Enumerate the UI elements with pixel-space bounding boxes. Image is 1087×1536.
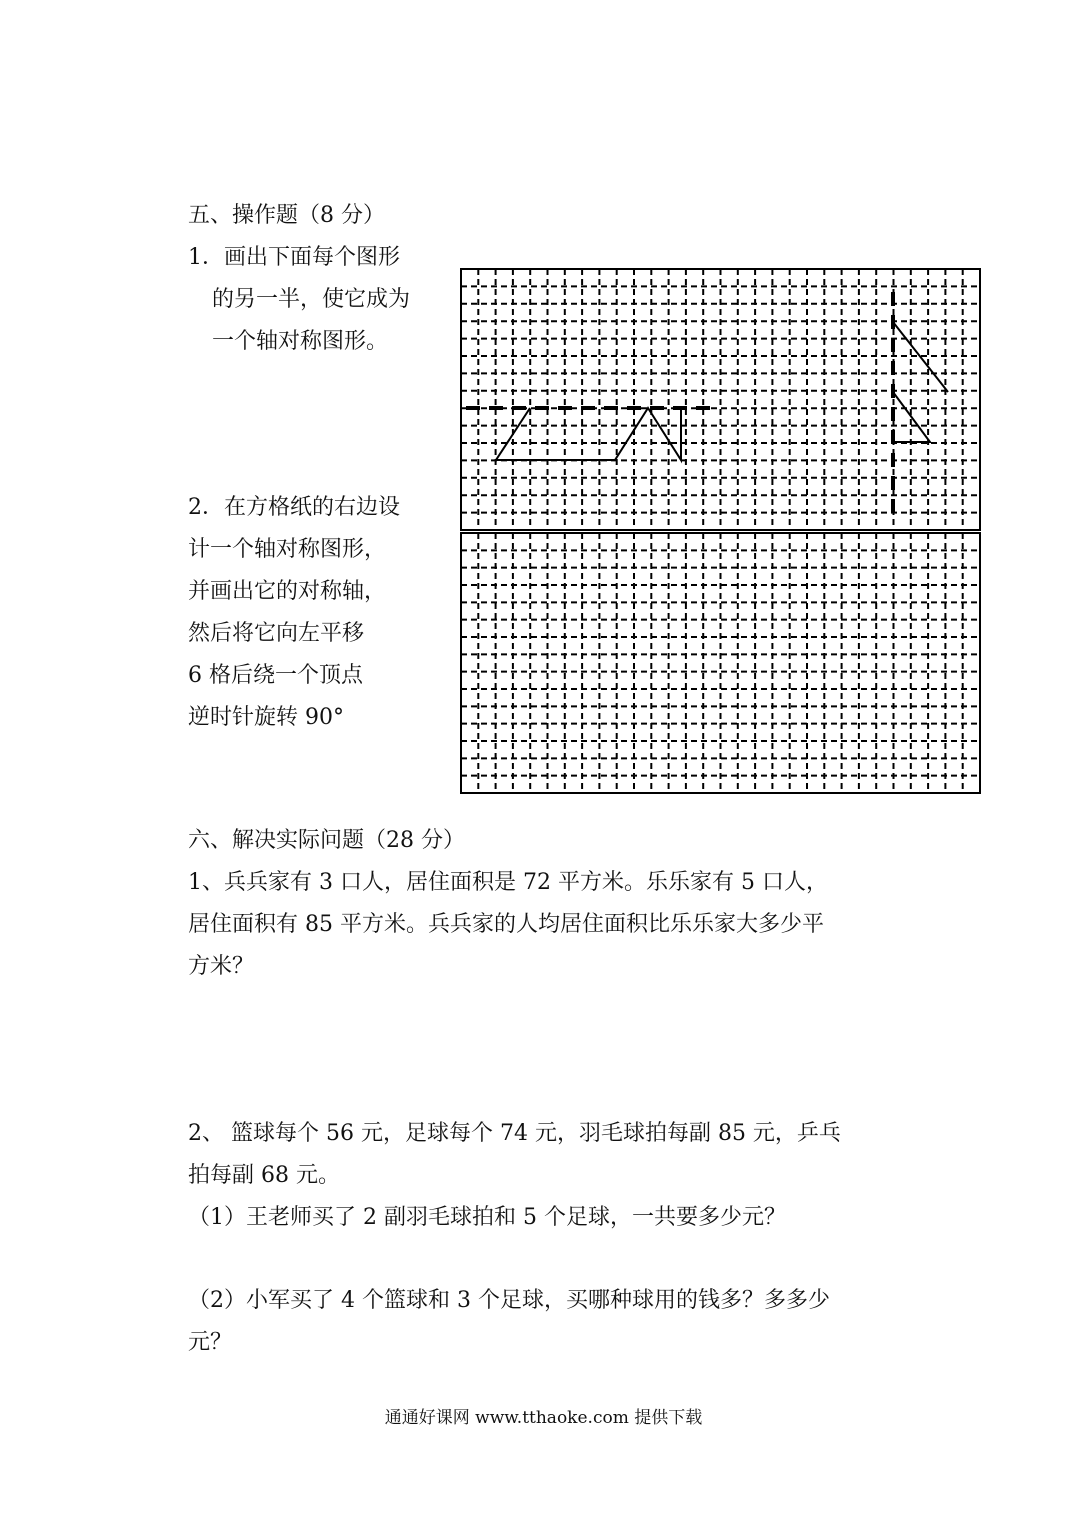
p2-sub2-line2: 元？: [188, 1330, 233, 1355]
p1-line3: 方米？: [188, 954, 255, 979]
p1-line2: 居住面积有 85 平方米。兵兵家的人均居住面积比乐乐家大多少平: [188, 912, 824, 937]
upper-grid: [461, 269, 980, 530]
q1-line1: 1．画出下面每个图形: [188, 245, 400, 270]
footer: 通通好课网 www.tthaoke.com 提供下载: [384, 1408, 703, 1428]
lower-grid: [461, 533, 980, 793]
p2-sub1: （1）王老师买了 2 副羽毛球拍和 5 个足球，一共要多少元？: [188, 1205, 786, 1230]
q2-line4: 然后将它向左平移: [188, 621, 365, 646]
q1-line2: 的另一半，使它成为: [212, 287, 411, 312]
q2-line3: 并画出它的对称轴，: [188, 579, 387, 604]
p1-line1: 1、兵兵家有 3 口人，居住面积是 72 平方米。乐乐家有 5 口人，: [188, 870, 828, 895]
p2-line2: 拍每副 68 元。: [188, 1163, 340, 1188]
section5-heading: 五、操作题（8 分）: [188, 203, 385, 228]
q2-line2: 计一个轴对称图形，: [188, 537, 387, 562]
trapezoid-half-shape: [496, 408, 681, 460]
q1-line3: 一个轴对称图形。: [212, 329, 389, 354]
q2-line1: 2．在方格纸的右边设: [188, 495, 400, 520]
q2-line5: 6 格后绕一个顶点: [188, 663, 363, 688]
section6-heading: 六、解决实际问题（28 分）: [188, 828, 465, 853]
p2-sub2-line1: （2）小军买了 4 个篮球和 3 个足球，买哪种球用的钱多？多多少: [188, 1288, 830, 1313]
q2-line6: 逆时针旋转 90°: [188, 705, 344, 730]
p2-line1: 2、 篮球每个 56 元，足球每个 74 元，羽毛球拍每副 85 元，乒乓: [188, 1121, 841, 1146]
